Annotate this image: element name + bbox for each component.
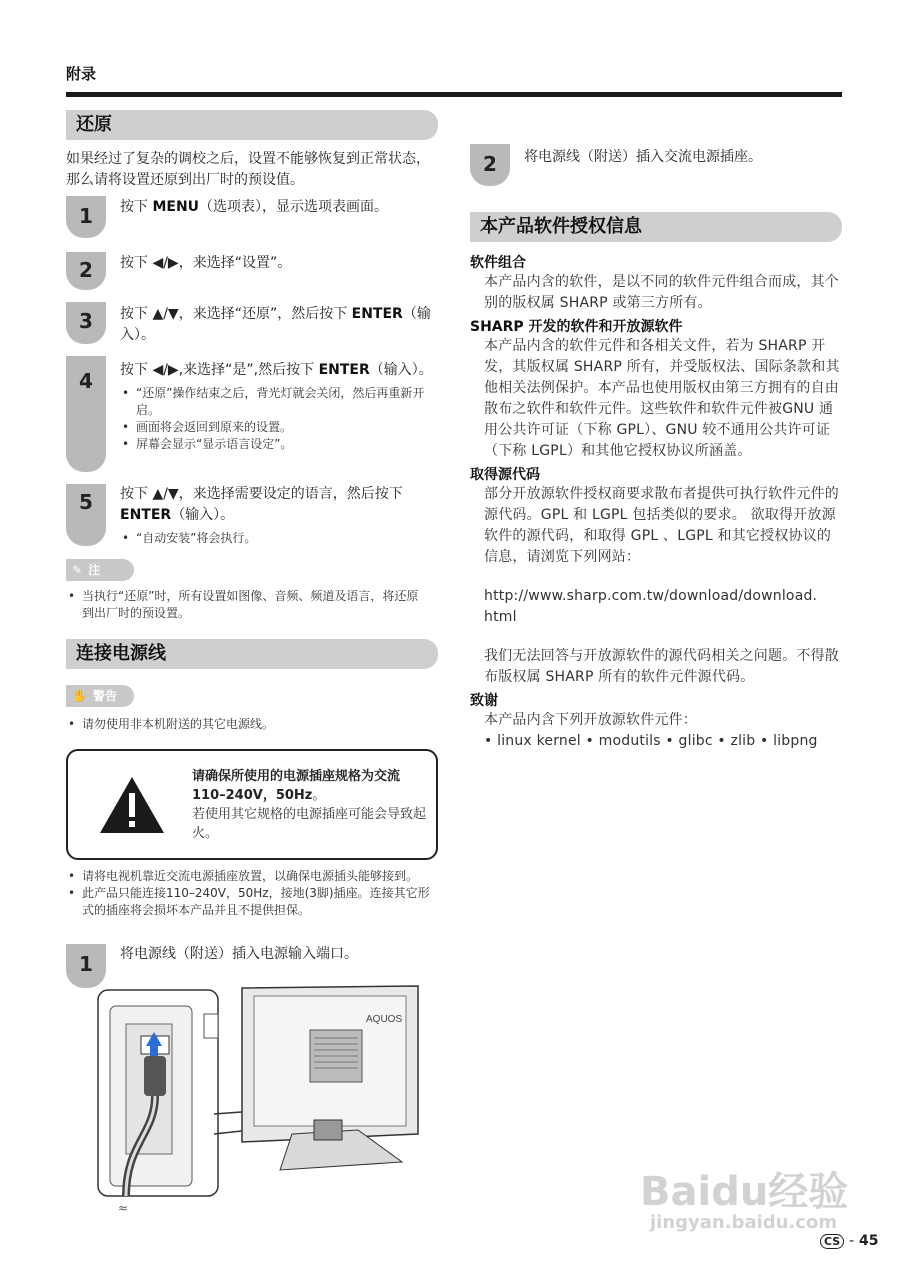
paragraph: 本产品内含下列开放源软件元件： — [484, 712, 697, 728]
svg-text:≈: ≈ — [118, 1201, 129, 1214]
restore-step-5-text — [120, 484, 438, 547]
tv-brand-label: AQUOS — [366, 1014, 403, 1025]
step-5-bullets — [120, 530, 438, 547]
pencil-icon: ✎ — [72, 563, 83, 577]
power-step-1-text: 将电源线（附送）插入电源输入端口。 — [120, 946, 358, 962]
step-text-part: 按下 ▲/▼，来选择需要设定的语言，然后按下 — [120, 486, 403, 502]
url-part: http://www.sharp.com.tw/download/download. — [484, 588, 818, 604]
page-section-title: 附录 — [66, 65, 97, 83]
power-connection-illustration — [96, 984, 426, 1214]
restore-intro: 如果经过了复杂的调校之后，设置不能够恢复到正常状态，那么请将设置还原到出厂时的预设值。 — [66, 151, 430, 188]
list-item: • 请勿使用非本机附送的其它电源线。 — [66, 716, 438, 733]
list-item: • 画面将会返回到原来的设置。 — [120, 419, 438, 436]
caution-text — [192, 767, 428, 843]
restore-step-1-text — [120, 197, 438, 218]
subheading: SHARP 开发的软件和开放源软件 — [470, 319, 683, 335]
power-bullets — [66, 868, 438, 919]
url-part: html — [484, 609, 517, 625]
key-label: ENTER — [318, 362, 370, 378]
caution-bold: 110–240V，50Hz — [192, 788, 313, 803]
note-list — [66, 588, 426, 622]
list-item: • 当执行“还原”时，所有设置如图像、音频、频道及语言，将还原到出厂时的预设置。 — [66, 588, 426, 622]
paragraph: 我们无法回答与开放源软件的源代码相关之问题。不得散布版权属 SHARP 所有的软件元件源代码。 — [484, 648, 839, 685]
step-number: 2 — [470, 144, 510, 186]
step-text-part: 按下 ▲/▼，来选择“还原”，然后按下 — [120, 306, 352, 322]
paragraph: 部分开放源软件授权商要求散布者提供可执行软件元件的源代码。GPL 和 LGPL 包括类似的要求。 欲取得开放源软件的源代码，和取得 GPL 、LGPL 和其它授权协议的信息，请浏览下列网站： — [484, 486, 839, 565]
warning-triangle-icon — [98, 775, 166, 835]
license-heading: 本产品软件授权信息 — [470, 212, 842, 242]
header-rule — [66, 92, 842, 97]
language-badge: CS — [820, 1234, 844, 1249]
page-number: 45 — [859, 1233, 879, 1249]
step-number: 1 — [66, 196, 106, 238]
step-text-part: （选项表），显示选项表画面。 — [199, 199, 389, 215]
caution-body: 若使用其它规格的电源插座可能会导致起火。 — [192, 807, 427, 841]
warning-badge — [66, 685, 134, 707]
restore-step-3-text — [120, 304, 438, 346]
step-number: 3 — [66, 302, 106, 344]
note-badge — [66, 559, 134, 581]
list-item: • 屏幕会显示“显示语言设定”。 — [120, 436, 438, 453]
key-label: MENU — [152, 199, 200, 215]
key-label: ENTER — [120, 507, 172, 523]
component-list: • linux kernel • modutils • glibc • zlib • libpng — [484, 733, 818, 749]
step-text-part: （输入）。 — [369, 362, 433, 378]
caution-punct: 。 — [312, 788, 326, 803]
subheading: 致谢 — [470, 693, 498, 709]
step-text-part: （输入）。 — [120, 306, 431, 343]
note-label: 注 — [88, 563, 101, 577]
restore-step-2-text: 按下 ◀/▶，来选择“设置”。 — [120, 255, 292, 271]
hand-warning-icon: ✋ — [72, 689, 87, 703]
power-step-2-text: 将电源线（附送）插入交流电源插座。 — [524, 149, 762, 165]
step-number: 4 — [66, 356, 106, 472]
paragraph: 本产品内含的软件元件和各相关文件，若为 SHARP 开发，其版权属 SHARP 所有，并受版权法、国际条款和其他相关法例保护。本产品也使用版权由第三方拥有的自由散布之软件和软件元件。这些软件和软件元件被GNU 通用公共许可证（下称 GPL）、GNU 较不通用公共许可证 （下称 LGPL）和其他它授权协议所涵盖。 — [484, 338, 840, 459]
caution-box — [66, 749, 438, 860]
watermark-logo: Baidu经验 — [640, 1169, 849, 1215]
power-heading: 连接电源线 — [66, 639, 438, 669]
step-text-part: 按下 ◀/▶,来选择“是”,然后按下 — [120, 362, 319, 378]
warning-list — [66, 716, 438, 733]
watermark-url: jingyan.baidu.com — [650, 1212, 838, 1233]
list-item: • “还原”操作结束之后，背光灯就会关闭，然后再重新开启。 — [120, 385, 438, 419]
key-label: ENTER — [351, 306, 403, 322]
page-footer — [820, 1233, 879, 1249]
step-4-bullets — [120, 385, 438, 453]
step-text-part: （输入）。 — [171, 507, 235, 523]
step-number: 1 — [66, 944, 106, 988]
footer-separator: - — [849, 1233, 855, 1249]
step-number: 5 — [66, 484, 106, 546]
subheading: 软件组合 — [470, 255, 526, 271]
restore-step-4-text — [120, 360, 438, 453]
caution-bold: 请确保所使用的电源插座规格为交流 — [192, 769, 401, 784]
license-body — [470, 252, 842, 752]
step-number: 2 — [66, 252, 106, 290]
list-item: • 此产品只能连接110–240V，50Hz，接地(3脚)插座。连接其它形式的插座将会损坏本产品并且不提供担保。 — [66, 885, 438, 919]
source-url — [470, 586, 842, 628]
step-text-part: 按下 — [120, 199, 153, 215]
subheading: 取得源代码 — [470, 467, 540, 483]
warning-label: 警告 — [92, 689, 117, 703]
restore-heading: 还原 — [66, 110, 438, 140]
paragraph: 本产品内含的软件，是以不同的软件元件组合而成，其个别的版权属 SHARP 或第三方所有。 — [484, 274, 839, 311]
list-item: • “自动安装”将会执行。 — [120, 530, 438, 547]
list-item: • 请将电视机靠近交流电源插座放置，以确保电源插头能够接到。 — [66, 868, 438, 885]
